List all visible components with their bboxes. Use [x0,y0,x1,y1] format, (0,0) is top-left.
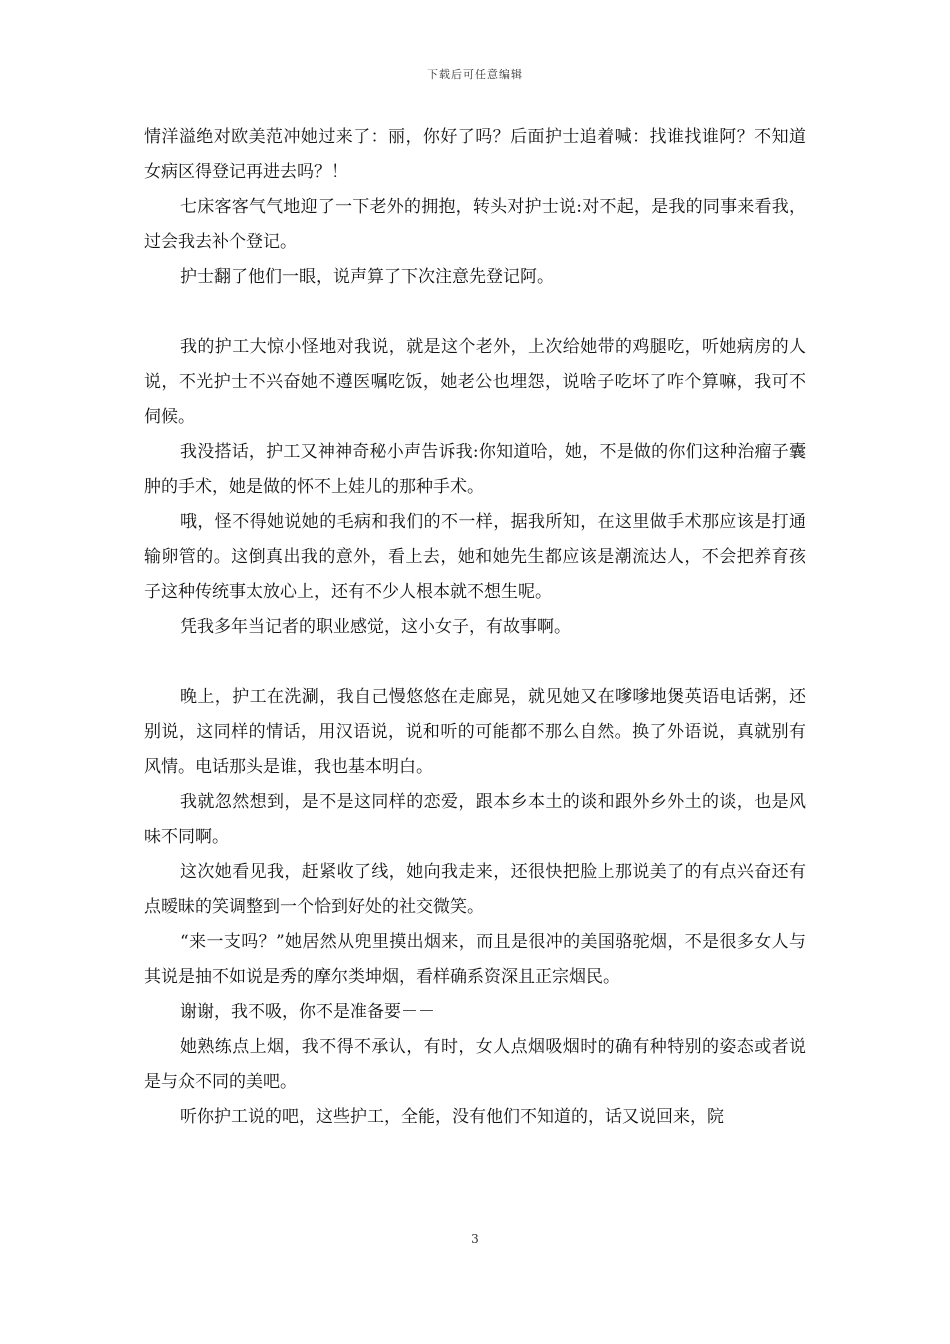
section-1 [144,120,806,295]
paragraph: 这次她看见我，赶紧收了线，她向我走来，还很快把脸上那说美了的有点兴奋还有点暧昧的笑调整到一个恰到好处的社交微笑。 [144,862,806,917]
paragraph: 听你护工说的吧，这些护工，全能，没有他们不知道的，话又说回来，院 [180,1107,724,1127]
paragraph: 晚上，护工在洗涮，我自己慢悠悠在走廊晃，就见她又在嗲嗲地煲英语电话粥，还别说，这同样的情话，用汉语说，说和听的可能都不那么自然。换了外语说，真就别有风情。电话那头是谁，我也基本明白。 [144,687,806,777]
paragraph: 我就忽然想到，是不是这同样的恋爱，跟本乡本土的谈和跟外乡外土的谈，也是风味不同啊。 [144,792,806,847]
section-gap [144,295,806,330]
page-header: 下载后可任意编辑 [427,68,523,81]
section-3 [144,680,806,1135]
paragraph: “来一支吗？”她居然从兜里摸出烟来，而且是很冲的美国骆驼烟，不是很多女人与其说是抽不如说是秀的摩尔类坤烟，看样确系资深且正宗烟民。 [144,932,806,987]
paragraph: 谢谢，我不吸，你不是准备要－－ [180,1002,435,1022]
paragraph: 护士翻了他们一眼，说声算了下次注意先登记阿。 [180,267,554,287]
paragraph: 她熟练点上烟，我不得不承认，有时，女人点烟吸烟时的确有种特别的姿态或者说是与众不同的美吧。 [144,1037,806,1092]
section-2 [144,330,806,645]
section-gap [144,645,806,680]
document-body [144,120,806,1135]
page-number: 3 [471,1232,479,1246]
paragraph: 我的护工大惊小怪地对我说，就是这个老外，上次给她带的鸡腿吃，听她病房的人说，不光护士不兴奋她不遵医嘱吃饭，她老公也埋怨，说啥子吃坏了咋个算嘛，我可不伺候。 [144,337,806,427]
paragraph: 凭我多年当记者的职业感觉，这小女子，有故事啊。 [180,617,571,637]
paragraph: 情洋溢绝对欧美范冲她过来了：丽，你好了吗？后面护士追着喊：找谁找谁阿？不知道女病区得登记再进去吗？！ [144,127,806,182]
paragraph: 哦，怪不得她说她的毛病和我们的不一样，据我所知，在这里做手术那应该是打通输卵管的。这倒真出我的意外，看上去，她和她先生都应该是潮流达人，不会把养育孩子这种传统事太放心上，还有不少人根本就不想生呢。 [144,512,806,602]
paragraph: 七床客客气气地迎了一下老外的拥抱，转头对护士说:对不起，是我的同事来看我，过会我去补个登记。 [144,197,806,252]
paragraph: 我没搭话，护工又神神奇秘小声告诉我:你知道哈，她，不是做的你们这种治瘤子囊肿的手术，她是做的怀不上娃儿的那种手术。 [144,442,806,497]
